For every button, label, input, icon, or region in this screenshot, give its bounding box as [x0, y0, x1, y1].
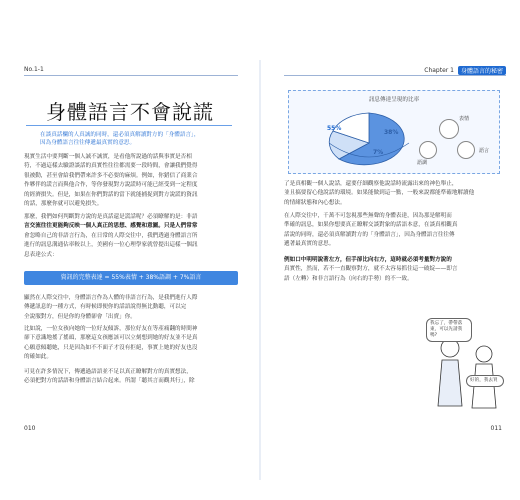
text-line: 準確的訊息，如果你想要真正瞭解交談對象的話語本意，在談真相觀真 [284, 222, 458, 229]
chapter-label: Chapter 1 [424, 67, 454, 74]
text-line: 比如說，一位女孩向她的一位好友傾訴，那位好友在等產痛翻的時間神 [24, 326, 198, 332]
subtitle-line: 因為身體語言往往傳遞最真實的意思。 [40, 140, 136, 146]
text-line: 心願意傾聽她，只是因為如不不面子才沒有拒絕，事實上她的好友也沒 [24, 344, 198, 351]
speaker-sketch-icon [419, 141, 437, 159]
text-line: 例如口中明明說著左方，但手卻比向右方，這時就必須考量對方說的 [284, 257, 452, 263]
paragraph-1 [284, 180, 498, 208]
speech-bubble-top: 我忘了，帶帶落東，可以先請我嗎? [426, 318, 472, 342]
title-rule [26, 125, 232, 126]
label-expression: 表情 [459, 116, 470, 122]
page-number: 010 [24, 425, 36, 432]
text-line: 息表達公式： [24, 251, 58, 258]
cartoon-person-left [438, 339, 462, 406]
page-number: 011 [490, 425, 502, 432]
text-line: 作夥伴的謊言而與他合作，等你發現對方說謊時可能已經受到一定程度 [24, 182, 198, 189]
text-line: 可見在許多情況下，傳遞過語語並不足以真正瞭解對方的真實想法， [24, 369, 192, 375]
paragraph-3 [24, 294, 238, 322]
paragraph-2 [24, 213, 238, 260]
pct-tone: 38% [384, 129, 399, 136]
paragraph-3 [284, 256, 498, 284]
running-head-rule [284, 75, 506, 76]
label-words: 語言 [479, 148, 490, 154]
text-line: 的話，那麼你就可以避免損失。 [24, 201, 103, 208]
text-line: 那麼，我們如何判斷對方說的是真話還是謊話呢？必須瞭解的是：非語 [24, 214, 198, 220]
text-line: 的確如此。 [24, 354, 52, 361]
running-head: No.1-1 [24, 66, 44, 73]
pct-expression: 55% [327, 125, 342, 132]
figure-title: 訊息傳達呈現的比率 [368, 97, 420, 103]
speech-bubble-bottom: 好的，我去買 [466, 375, 504, 387]
text-line: 進行的訊息溝通佔率較以上，美國有一位心理學家就曾提出這樣一個訊 [24, 242, 198, 249]
writer-sketch-icon [457, 141, 475, 159]
text-line: 言交流往往更能夠反映一個人真正的思想、感覺和意圖。只是人們常常 [24, 223, 198, 230]
text-line: 現實生活中要判斷一個人誠不誠實，是看他所說過的話與事實是否相 [24, 154, 192, 160]
text-line: 很被動，甚至會給我們帶來許多不必要的麻煩。例如，你錯信了商業合 [24, 172, 198, 179]
text-line: 卻下意識地搖了搖頭，那麼這女孩應該可以立刻想到她的好友並不是真 [24, 335, 198, 342]
text-line: 必須把對方的話語和身體語言結合起來。所謂「聽其言而觀其行」，除 [24, 378, 195, 385]
pct-words: 7% [373, 149, 384, 156]
subtitle-line: 在談真話欄的人真誠的同時，還必須真解讀對方的「身體語言」， [40, 132, 200, 138]
text-line: 語（左轉）和非言語行為（向右的手勢）的不一致。 [284, 275, 413, 282]
page-title: 身體語言不會說謊 [46, 100, 214, 124]
text-line: 在人際交往中，千萬不可忽視那些無聲的身體表達，因為那是解明而 [284, 213, 452, 219]
text-line: 會忽略自己的非語言行為，在日常的人際交往中，我們透過身體語言所 [24, 232, 198, 239]
subtitle [40, 131, 220, 147]
text-line: 傳遞訊息的一種方式，有時候即便你的話語說得無比動聽，可以完 [24, 304, 187, 311]
text-line: 真實性，然而，若不一直觀察對方，就不太容易抓住這一破綻——即言 [284, 266, 458, 273]
text-line: 遞著最真實的意思。 [284, 241, 335, 248]
running-head-rule [24, 75, 238, 76]
chapter-title: 身體語言的秘密 [458, 66, 506, 75]
right-page [260, 0, 520, 500]
pie-figure [288, 90, 500, 174]
formula-box: 資訊的完整表達 = 55%表情 + 38%語調 + 7%語言 [24, 271, 238, 285]
paragraph-4 [24, 325, 238, 363]
paragraph-5 [24, 368, 238, 387]
paragraph-1 [24, 153, 238, 209]
face-sketch-icon [439, 119, 459, 139]
text-line: 顯然在人際交往中，身體語言作為人體的非語言行為，是我們進行人際 [24, 295, 198, 301]
text-line: 的情緒狀態和內心想法。 [284, 199, 346, 206]
text-line: 符，不過這樣去驗證談話的真實性往往都需要一段時間，會讓我們覺得 [24, 163, 198, 170]
paragraph-2 [284, 212, 498, 250]
chapter-tag [424, 66, 506, 75]
text-line: 並且搞要留心他說話的環境。如果能做到這一點，一般來說都能準確地解讀他 [284, 190, 475, 197]
text-line: 了是真相觀一個人說話，還要仔細觀察他說話時流露出來的神色舉止， [284, 181, 458, 187]
text-line: 的經濟損失。但是，如果在你們對話的當下就能捕捉到對方說謊的資訊 [24, 191, 198, 198]
label-tone: 語調 [417, 160, 428, 166]
text-line: 全說服對方，但是你的身體卻會「出賣」你。 [24, 313, 136, 320]
text-line: 話說的同時，還必須真解讀對方的「身體語言」，因為身體語言往往傳 [284, 231, 455, 238]
